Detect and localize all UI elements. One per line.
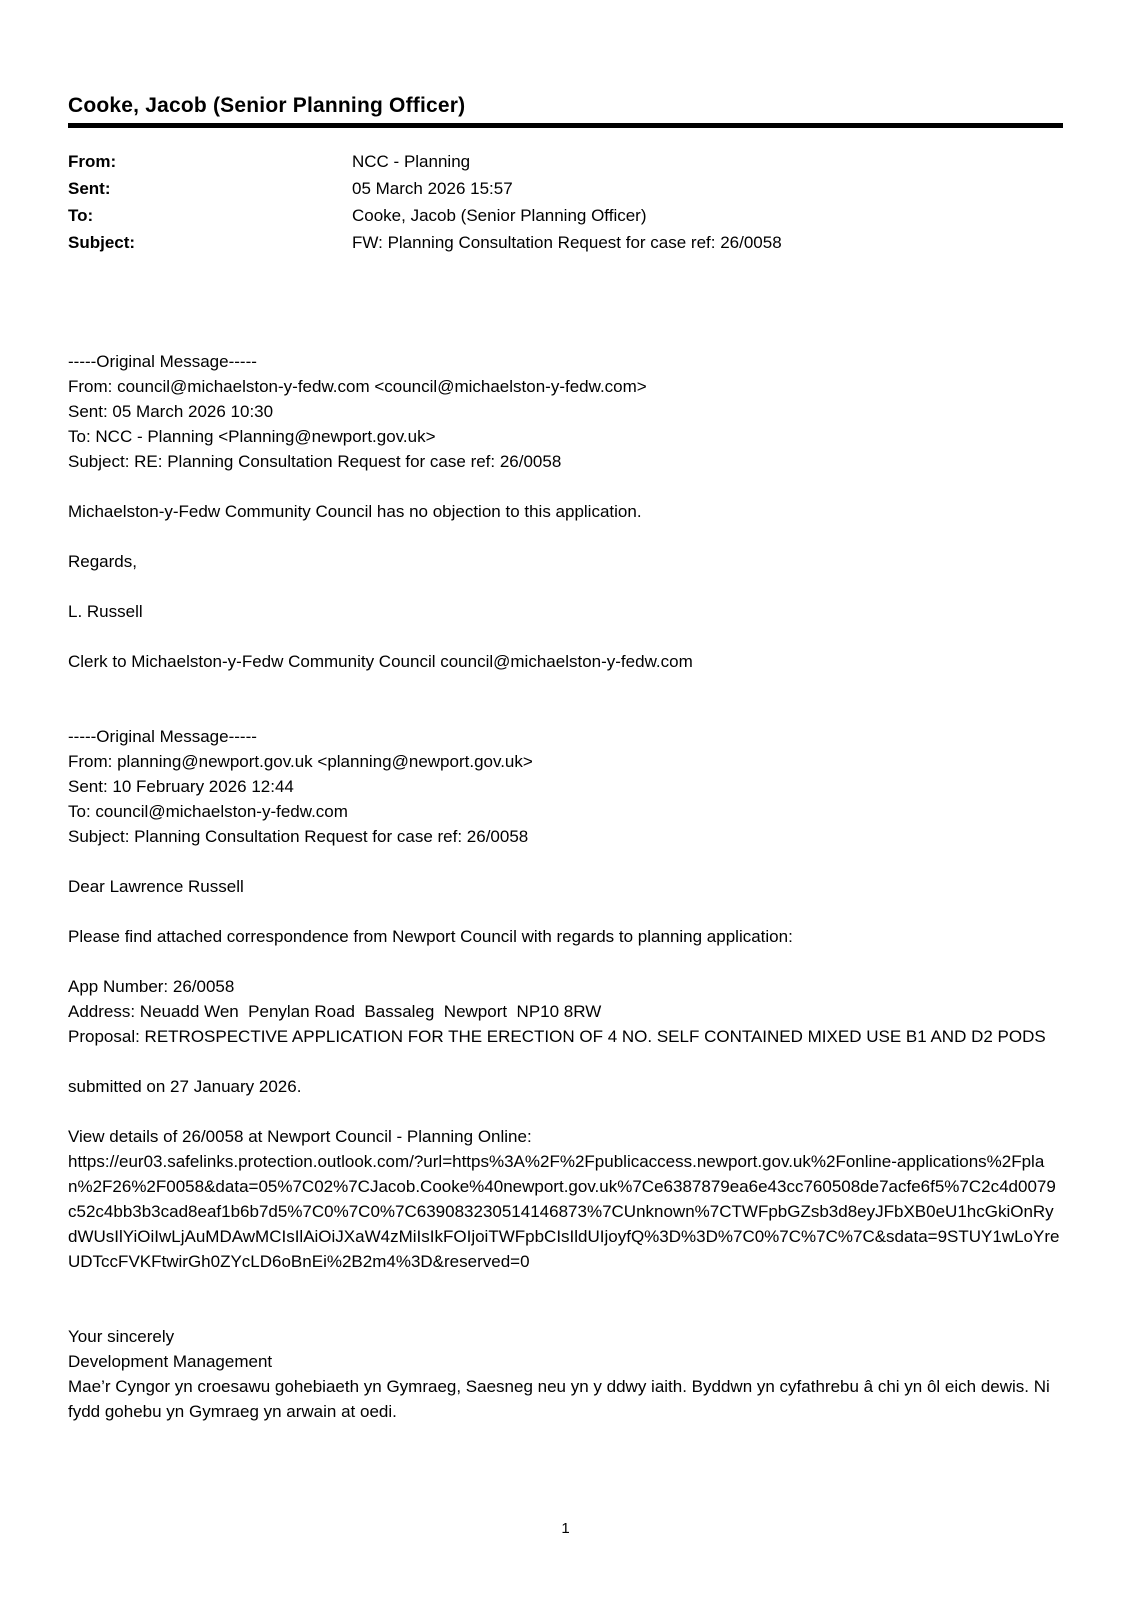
signature-name xyxy=(68,599,1063,624)
text-line: From: planning@newport.gov.uk <planning@newport.gov.uk> xyxy=(68,752,533,771)
text-line: Subject: RE: Planning Consultation Request for case ref: 26/0058 xyxy=(68,452,562,471)
text-line: Development Management xyxy=(68,1352,273,1371)
application-details xyxy=(68,974,1063,1049)
field-value-subject: FW: Planning Consultation Request for case ref: 26/0058 xyxy=(352,233,782,252)
text-line: submitted on 27 January 2026. xyxy=(68,1077,302,1096)
field-label-from: From: xyxy=(68,152,117,171)
text-line: View details of 26/0058 at Newport Council - Planning Online: xyxy=(68,1127,532,1146)
no-objection-paragraph xyxy=(68,499,1063,524)
field-value-from: NCC - Planning xyxy=(352,152,471,171)
field-row-sent xyxy=(68,175,1063,202)
safelinks-url[interactable] xyxy=(68,1149,1063,1274)
text-line: From: council@michaelston-y-fedw.com <council@michaelston-y-fedw.com> xyxy=(68,377,647,396)
submitted-date xyxy=(68,1074,1063,1099)
text-line: Michaelston-y-Fedw Community Council has no objection to this application. xyxy=(68,502,642,521)
text-line: Proposal: RETROSPECTIVE APPLICATION FOR THE ERECTION OF 4 NO. SELF CONTAINED MIXED USE B1 AND D2 PODS xyxy=(68,1027,1046,1046)
signoff xyxy=(68,1324,1063,1424)
text-line: -----Original Message----- xyxy=(68,727,257,746)
original-message-2-header xyxy=(68,724,1063,849)
message-header-fields xyxy=(68,148,1063,256)
field-value-to: Cooke, Jacob (Senior Planning Officer) xyxy=(352,206,647,225)
field-row-subject xyxy=(68,229,1063,256)
text-line: -----Original Message----- xyxy=(68,352,257,371)
field-label-to: To: xyxy=(68,206,94,225)
salutation xyxy=(68,874,1063,899)
text-line: To: NCC - Planning <Planning@newport.gov.uk> xyxy=(68,427,436,446)
page-number: 1 xyxy=(561,1520,570,1537)
text-line: Sent: 10 February 2026 12:44 xyxy=(68,777,294,796)
text-line: To: council@michaelston-y-fedw.com xyxy=(68,802,348,821)
text-line: Please find attached correspondence from Newport Council with regards to planning application: xyxy=(68,927,793,946)
text-line: L. Russell xyxy=(68,602,143,621)
field-label-subject: Subject: xyxy=(68,233,136,252)
field-row-to xyxy=(68,202,1063,229)
field-row-from xyxy=(68,148,1063,175)
email-body xyxy=(68,349,1063,1424)
text-line: Sent: 05 March 2026 10:30 xyxy=(68,402,274,421)
text-line: Mae’r Cyngor yn croesawu gohebiaeth yn Gymraeg, Saesneg neu yn y ddwy iaith. Byddwn yn cyfathrebu â chi yn ôl eich dewis. Ni fydd gohebu yn Gymraeg yn arwain at oedi. xyxy=(68,1377,1055,1421)
text-line: App Number: 26/0058 xyxy=(68,977,235,996)
field-label-sent: Sent: xyxy=(68,179,111,198)
url-text-line[interactable]: https://eur03.safelinks.protection.outlook.com/?url=https%3A%2F%2Fpublicaccess.newport.gov.uk%2Fonline-applications%2Fplan%2F26%2F0058&data=05%7C02%7CJacob.Cooke%40newport.gov.uk%7Ce6387879ea6e43cc760508de7acfe6f5%7C2c4d0079c52c4bb3b3cad8eaf1b6b7d5%7C0%7C0%7C639083230514146873%7CUnknown%7CTWFpbGZsb3d8eyJFbXB0eU1hcGkiOnRydWUsIlYiOiIwLjAuMDAwMCIsIlAiOiJXaW4zMiIsIkFOIjoiTWFpbCIsIldUIjoyfQ%3D%3D%7C0%7C%7C%7C&sdata=9STUY1wLoYreUDTccFVKFtwirGh0ZYcLD6oBnEi%2B2m4%3D&reserved=0 xyxy=(68,1152,1060,1271)
page-title: Cooke, Jacob (Senior Planning Officer) xyxy=(68,94,466,117)
view-details-intro xyxy=(68,1124,1063,1149)
text-line: Subject: Planning Consultation Request for case ref: 26/0058 xyxy=(68,827,529,846)
text-line: Address: Neuadd Wen Penylan Road Bassaleg Newport NP10 8RW xyxy=(68,1002,602,1021)
text-line: Regards, xyxy=(68,552,137,571)
text-line: Dear Lawrence Russell xyxy=(68,877,244,896)
clerk-signature xyxy=(68,649,1063,674)
text-line: Clerk to Michaelston-y-Fedw Community Council council@michaelston-y-fedw.com xyxy=(68,652,693,671)
intro-paragraph xyxy=(68,924,1063,949)
regards-line xyxy=(68,549,1063,574)
text-line: Your sincerely xyxy=(68,1327,175,1346)
original-message-1-header xyxy=(68,349,1063,474)
title-rule xyxy=(68,123,1063,128)
field-value-sent: 05 March 2026 15:57 xyxy=(352,179,513,198)
